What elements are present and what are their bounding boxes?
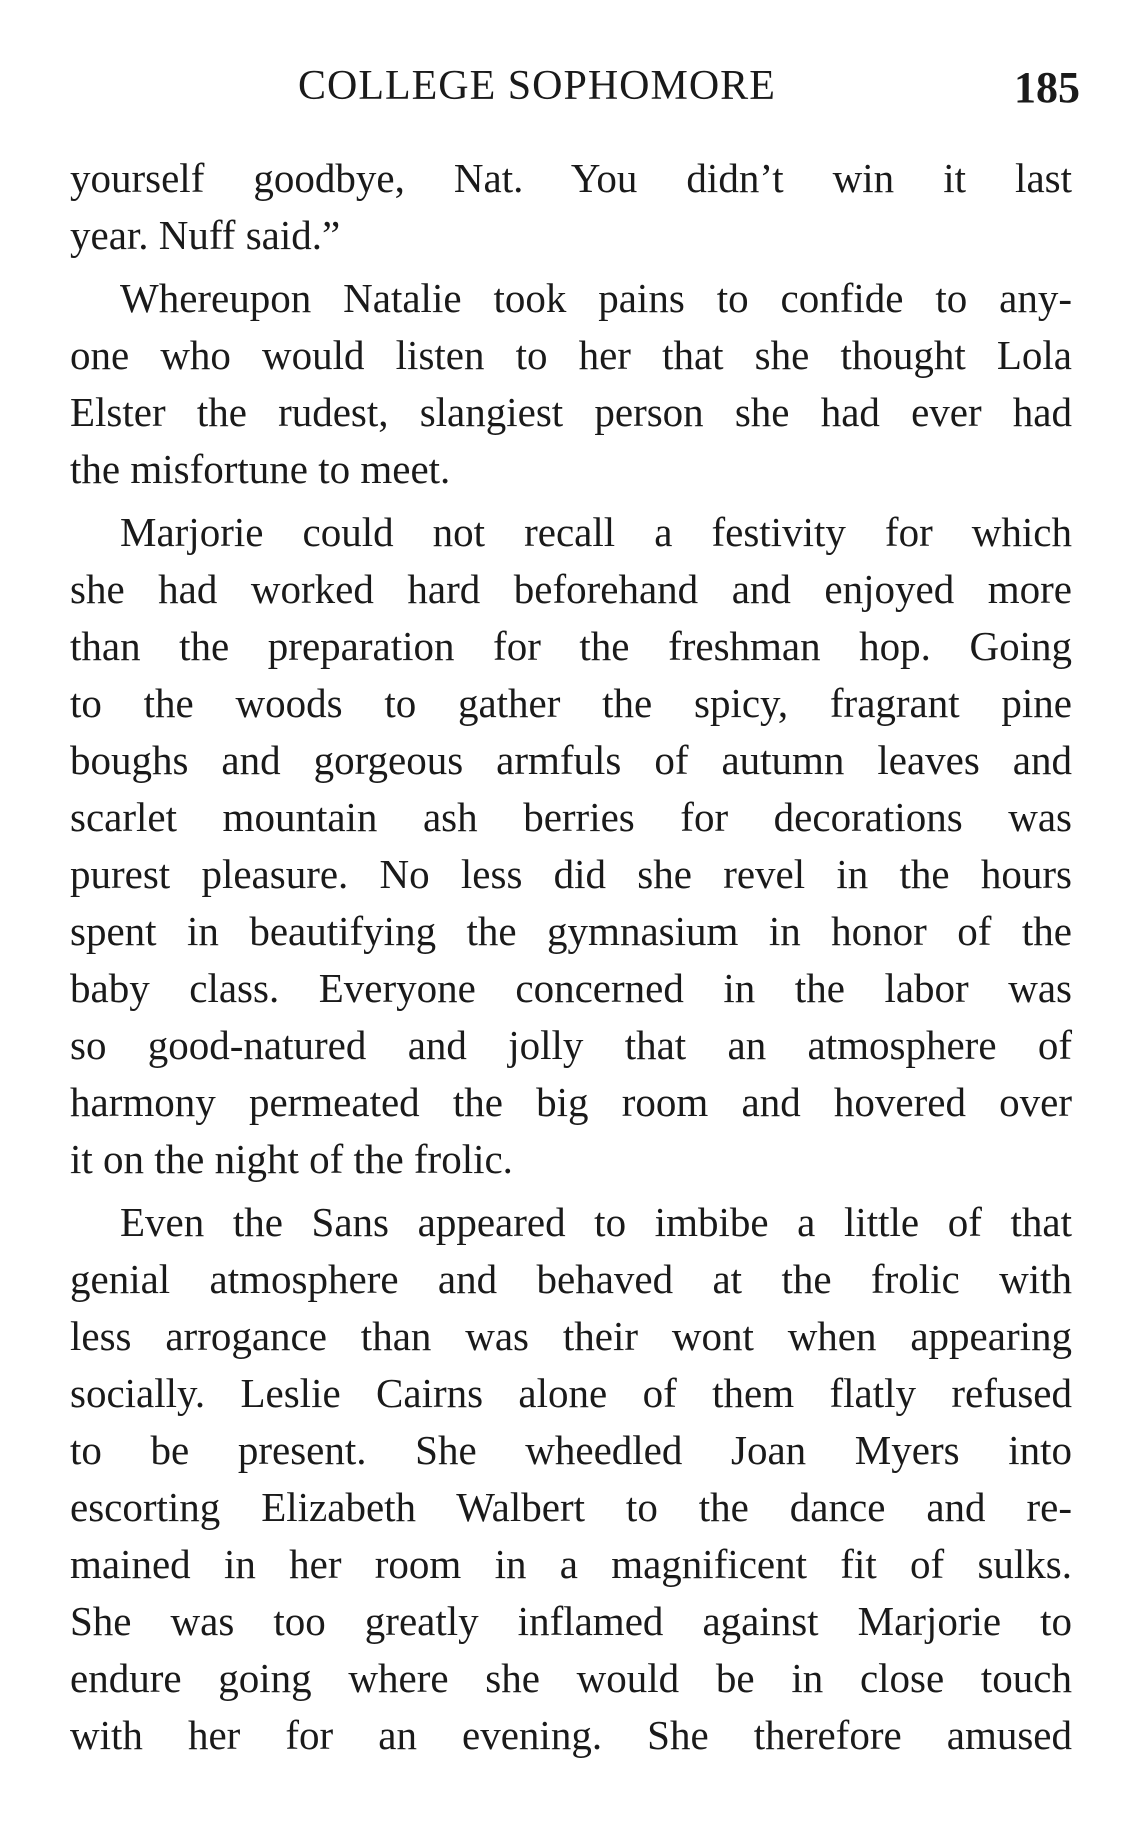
text-line: than the preparation for the freshman hop. Going — [70, 623, 1072, 669]
text-line: purest pleasure. No less did she revel in the hours — [70, 851, 1072, 897]
text-line: Whereupon Natalie took pains to confide to any- — [120, 275, 1072, 321]
text-line: so good-natured and jolly that an atmosphere of — [70, 1022, 1072, 1068]
text-line: with her for an evening. She therefore amused — [70, 1712, 1072, 1758]
text-line: boughs and gorgeous armfuls of autumn leaves and — [70, 737, 1072, 783]
text-line: she had worked hard beforehand and enjoyed more — [70, 566, 1072, 612]
text-line: Even the Sans appeared to imbibe a little of that — [120, 1199, 1072, 1245]
text-line: spent in beautifying the gymnasium in honor of the — [70, 908, 1072, 954]
text-line: the misfortune to meet. — [70, 446, 451, 492]
text-line: Marjorie could not recall a festivity for which — [120, 509, 1072, 555]
text-line: yourself goodbye, Nat. You didn’t win it last — [70, 155, 1072, 201]
text-line: baby class. Everyone concerned in the labor was — [70, 965, 1072, 1011]
text-line: mained in her room in a magnificent fit of sulks. — [70, 1541, 1072, 1587]
paragraph — [70, 504, 1072, 1188]
text-line: escorting Elizabeth Walbert to the dance and re- — [70, 1484, 1072, 1530]
paragraph — [70, 270, 1072, 498]
text-line: it on the night of the frolic. — [70, 1136, 513, 1182]
text-line: to the woods to gather the spicy, fragrant pine — [70, 680, 1072, 726]
text-line: one who would listen to her that she thought Lola — [70, 332, 1072, 378]
text-line: harmony permeated the big room and hovered over — [70, 1079, 1072, 1125]
page-number: 185 — [1014, 63, 1080, 112]
body-text — [70, 150, 1072, 1764]
text-line: endure going where she would be in close touch — [70, 1655, 1072, 1701]
text-line: scarlet mountain ash berries for decorations was — [70, 794, 1072, 840]
text-line: Elster the rudest, slangiest person she had ever had — [70, 389, 1072, 435]
text-line: less arrogance than was their wont when appearing — [70, 1313, 1072, 1359]
text-line: socially. Leslie Cairns alone of them flatly refused — [70, 1370, 1072, 1416]
running-title: COLLEGE SOPHOMORE — [298, 63, 776, 109]
text-line: to be present. She wheedled Joan Myers into — [70, 1427, 1072, 1473]
text-line: genial atmosphere and behaved at the frolic with — [70, 1256, 1072, 1302]
text-line: year. Nuff said.” — [70, 212, 341, 258]
text-line: She was too greatly inflamed against Marjorie to — [70, 1598, 1072, 1644]
paragraph — [70, 1194, 1072, 1764]
paragraph-continued — [70, 150, 1072, 264]
running-head — [60, 62, 1080, 122]
